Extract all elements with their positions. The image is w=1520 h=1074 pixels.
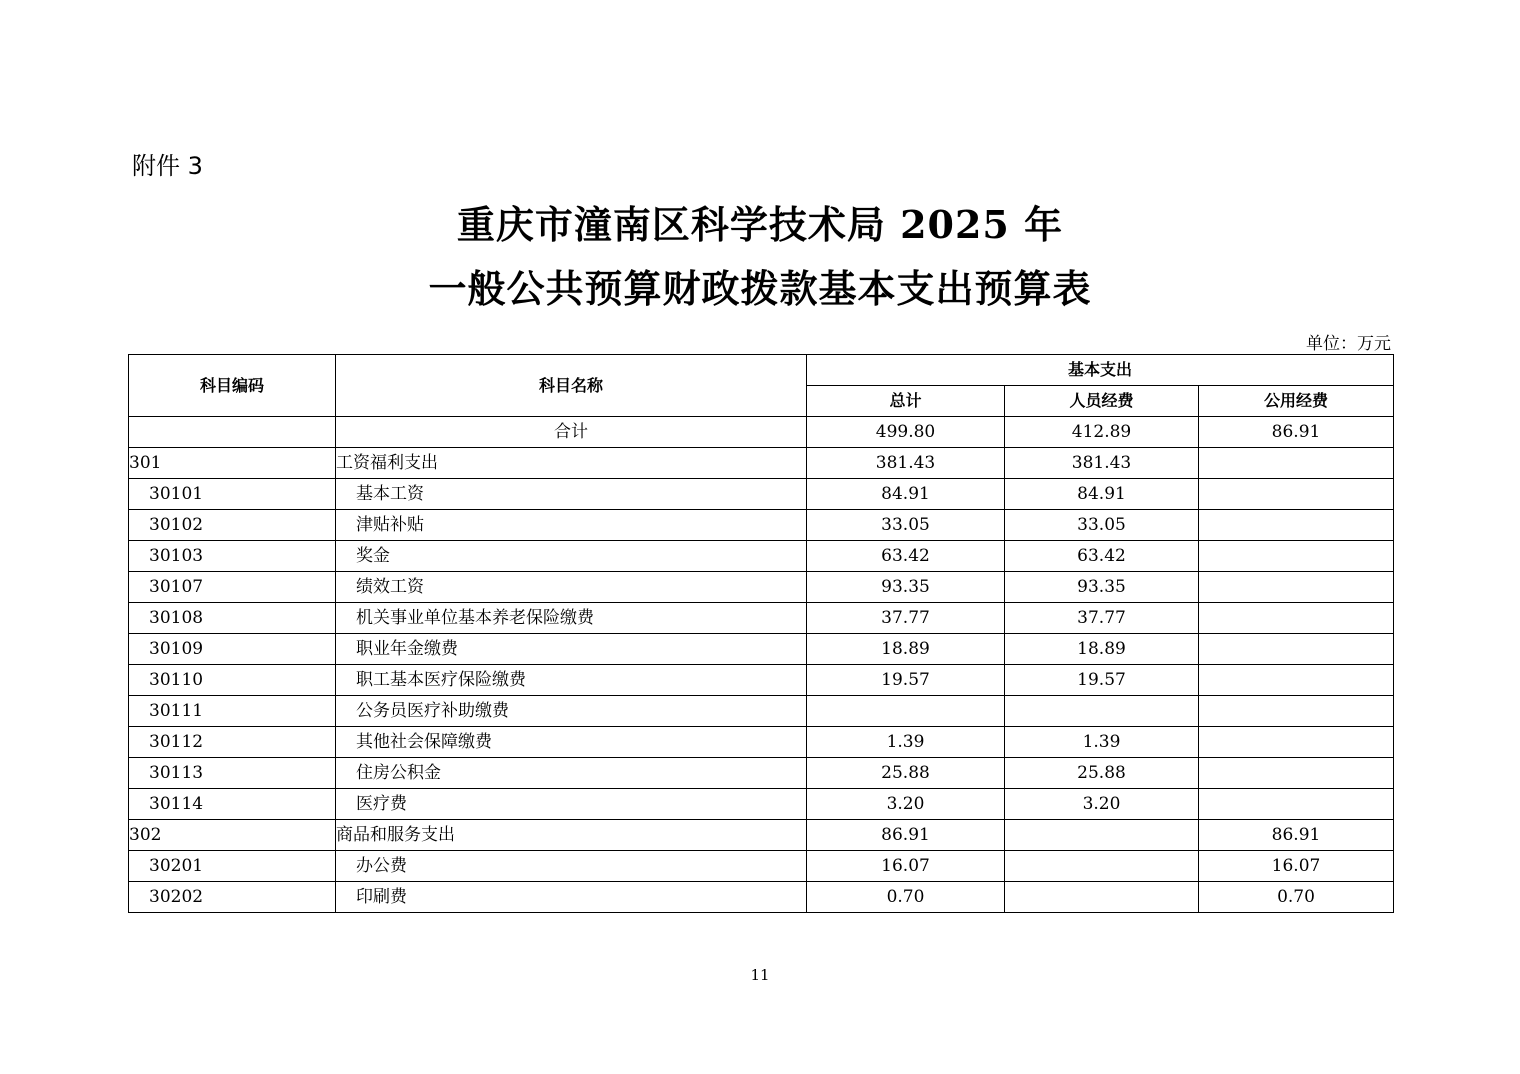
cell-total: 499.80 — [807, 417, 1005, 448]
cell-total — [807, 696, 1005, 727]
table-row — [129, 448, 1394, 479]
cell-public — [1199, 510, 1394, 541]
cell-name: 基本工资 — [336, 479, 807, 510]
cell-public: 86.91 — [1199, 417, 1394, 448]
cell-personnel: 3.20 — [1005, 789, 1199, 820]
cell-public — [1199, 541, 1394, 572]
table-row — [129, 665, 1394, 696]
cell-personnel: 93.35 — [1005, 572, 1199, 603]
cell-total: 63.42 — [807, 541, 1005, 572]
cell-name: 工资福利支出 — [336, 448, 807, 479]
cell-code: 301 — [129, 448, 336, 479]
table-row — [129, 479, 1394, 510]
table-row — [129, 820, 1394, 851]
cell-personnel — [1005, 820, 1199, 851]
cell-public — [1199, 634, 1394, 665]
cell-name: 办公费 — [336, 851, 807, 882]
cell-name: 医疗费 — [336, 789, 807, 820]
header-total: 总计 — [807, 386, 1005, 417]
cell-code: 30113 — [129, 758, 336, 789]
cell-code: 30103 — [129, 541, 336, 572]
page-number: 11 — [750, 966, 770, 984]
cell-name: 印刷费 — [336, 882, 807, 913]
page-title-line1: 重庆市潼南区科学技术局 2025 年 — [456, 202, 1064, 247]
cell-personnel: 19.57 — [1005, 665, 1199, 696]
cell-code: 302 — [129, 820, 336, 851]
cell-code: 30111 — [129, 696, 336, 727]
cell-personnel: 381.43 — [1005, 448, 1199, 479]
table-row — [129, 882, 1394, 913]
header-basic-expenditure: 基本支出 — [807, 355, 1394, 386]
header-public: 公用经费 — [1199, 386, 1394, 417]
cell-total: 18.89 — [807, 634, 1005, 665]
cell-name: 绩效工资 — [336, 572, 807, 603]
cell-total: 3.20 — [807, 789, 1005, 820]
cell-name: 公务员医疗补助缴费 — [336, 696, 807, 727]
cell-personnel: 412.89 — [1005, 417, 1199, 448]
cell-name: 合计 — [336, 417, 807, 448]
cell-public: 16.07 — [1199, 851, 1394, 882]
table-row — [129, 789, 1394, 820]
cell-public — [1199, 479, 1394, 510]
cell-code: 30110 — [129, 665, 336, 696]
cell-name: 津贴补贴 — [336, 510, 807, 541]
cell-total: 0.70 — [807, 882, 1005, 913]
cell-public — [1199, 758, 1394, 789]
unit-label: 单位：万元 — [1306, 334, 1391, 354]
cell-code: 30114 — [129, 789, 336, 820]
cell-personnel: 37.77 — [1005, 603, 1199, 634]
cell-name: 奖金 — [336, 541, 807, 572]
cell-code — [129, 417, 336, 448]
cell-code: 30108 — [129, 603, 336, 634]
total-row — [129, 417, 1394, 448]
cell-public — [1199, 572, 1394, 603]
cell-name: 职业年金缴费 — [336, 634, 807, 665]
cell-total: 16.07 — [807, 851, 1005, 882]
cell-public — [1199, 696, 1394, 727]
cell-public — [1199, 789, 1394, 820]
table-row — [129, 851, 1394, 882]
cell-total: 19.57 — [807, 665, 1005, 696]
cell-total: 381.43 — [807, 448, 1005, 479]
cell-personnel: 33.05 — [1005, 510, 1199, 541]
cell-personnel — [1005, 851, 1199, 882]
cell-code: 30109 — [129, 634, 336, 665]
cell-total: 33.05 — [807, 510, 1005, 541]
table-row — [129, 727, 1394, 758]
cell-total: 37.77 — [807, 603, 1005, 634]
table-row — [129, 510, 1394, 541]
cell-public — [1199, 603, 1394, 634]
table-row — [129, 603, 1394, 634]
cell-total: 86.91 — [807, 820, 1005, 851]
cell-public: 86.91 — [1199, 820, 1394, 851]
cell-code: 30107 — [129, 572, 336, 603]
page-title-line2: 一般公共预算财政拨款基本支出预算表 — [428, 266, 1092, 311]
cell-name: 商品和服务支出 — [336, 820, 807, 851]
attachment-label: 附件 3 — [132, 152, 203, 180]
cell-personnel: 63.42 — [1005, 541, 1199, 572]
table-row — [129, 572, 1394, 603]
table-row — [129, 758, 1394, 789]
cell-code: 30202 — [129, 882, 336, 913]
cell-public — [1199, 448, 1394, 479]
cell-personnel: 1.39 — [1005, 727, 1199, 758]
table-row — [129, 541, 1394, 572]
cell-personnel: 84.91 — [1005, 479, 1199, 510]
cell-personnel — [1005, 882, 1199, 913]
cell-personnel: 25.88 — [1005, 758, 1199, 789]
cell-name: 机关事业单位基本养老保险缴费 — [336, 603, 807, 634]
cell-code: 30101 — [129, 479, 336, 510]
header-personnel: 人员经费 — [1005, 386, 1199, 417]
cell-name: 职工基本医疗保险缴费 — [336, 665, 807, 696]
cell-total: 1.39 — [807, 727, 1005, 758]
budget-table — [128, 354, 1394, 913]
table-row — [129, 696, 1394, 727]
cell-personnel — [1005, 696, 1199, 727]
cell-code: 30201 — [129, 851, 336, 882]
cell-code: 30102 — [129, 510, 336, 541]
cell-personnel: 18.89 — [1005, 634, 1199, 665]
header-code: 科目编码 — [129, 355, 336, 417]
table-row — [129, 634, 1394, 665]
cell-public — [1199, 727, 1394, 758]
cell-code: 30112 — [129, 727, 336, 758]
cell-total: 93.35 — [807, 572, 1005, 603]
cell-public: 0.70 — [1199, 882, 1394, 913]
cell-name: 其他社会保障缴费 — [336, 727, 807, 758]
header-name: 科目名称 — [336, 355, 807, 417]
cell-public — [1199, 665, 1394, 696]
cell-total: 25.88 — [807, 758, 1005, 789]
cell-name: 住房公积金 — [336, 758, 807, 789]
cell-total: 84.91 — [807, 479, 1005, 510]
